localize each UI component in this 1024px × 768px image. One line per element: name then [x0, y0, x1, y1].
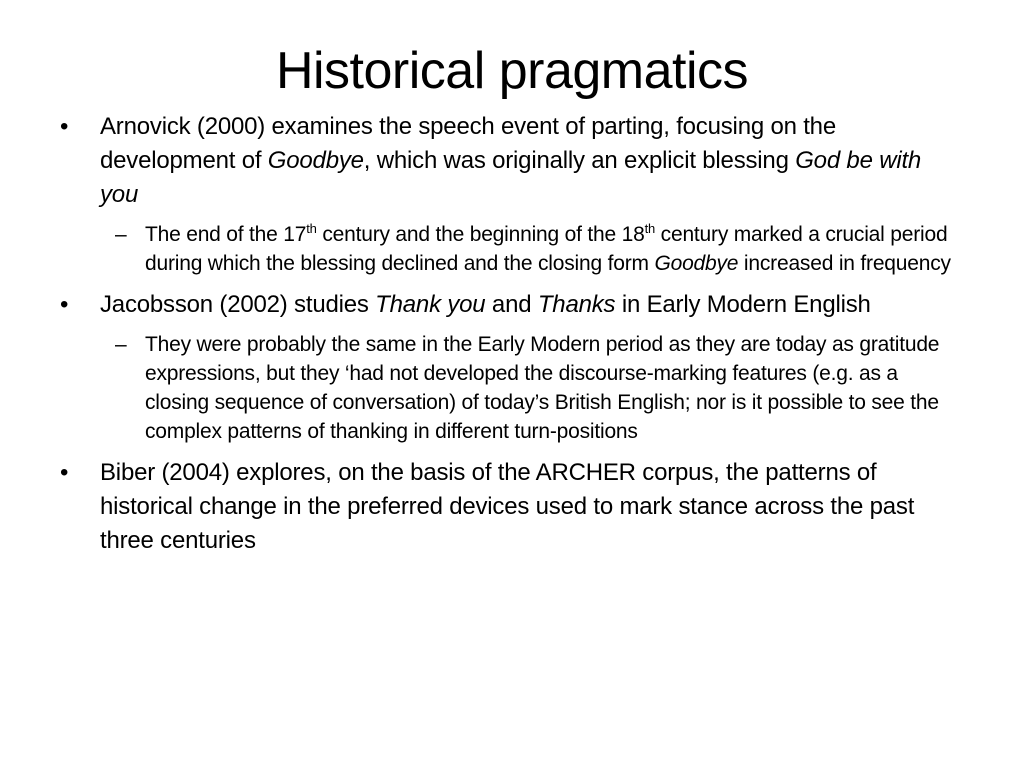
bullet-text: Jacobsson (2002) studies — [100, 291, 376, 318]
bullet-item-jacobsson — [60, 288, 960, 322]
bullet-text: Biber (2004) explores, on the basis of the ARCHER corpus, the patterns of historical change in the preferred devices used to mark stance across the past three centuries — [100, 459, 915, 554]
sub-text: They were probably the same in the Early Modern period as they are today as gratitude expressions, but they ‘had not developed the discourse-marking features (e.g. as a closing sequence of conversation) of today’s British English; nor is it possible to see the complex patterns of thanking in different turn-positions — [145, 333, 940, 443]
bullet-text: and — [485, 291, 538, 318]
bullet-item-biber — [60, 456, 960, 558]
superscript: th — [644, 221, 656, 236]
slide-title: Historical pragmatics — [275, 42, 749, 100]
sub-item-jacobsson — [60, 330, 960, 446]
sub-text: century and the beginning of the 18 — [316, 223, 645, 246]
bullet-text: Arnovick (2000) examines the speech event of parting, focusing on the development of — [100, 113, 836, 174]
bullet-marker: • — [60, 113, 69, 140]
slide-body — [60, 110, 960, 566]
bullet-marker: • — [60, 459, 69, 486]
bullet-text: , which was originally an explicit blessing — [363, 147, 796, 174]
italic-term: Thank you — [375, 291, 486, 318]
sub-text: The end of the 17 — [145, 223, 307, 246]
sub-text: increased in frequency — [738, 252, 951, 275]
italic-term: Goodbye — [267, 147, 364, 174]
sub-text: century marked a crucial period during which the blessing declined and the closing form — [145, 223, 948, 275]
bullet-item-arnovick — [60, 110, 960, 212]
italic-term: God be with you — [100, 147, 922, 208]
bullet-marker: • — [60, 291, 69, 318]
italic-term: Goodbye — [654, 252, 739, 275]
dash-marker: – — [115, 333, 127, 356]
dash-marker: – — [115, 223, 127, 246]
sub-item-arnovick — [60, 220, 960, 278]
italic-term: Thanks — [537, 291, 616, 318]
superscript: th — [306, 221, 317, 236]
bullet-text: in Early Modern English — [615, 291, 871, 318]
